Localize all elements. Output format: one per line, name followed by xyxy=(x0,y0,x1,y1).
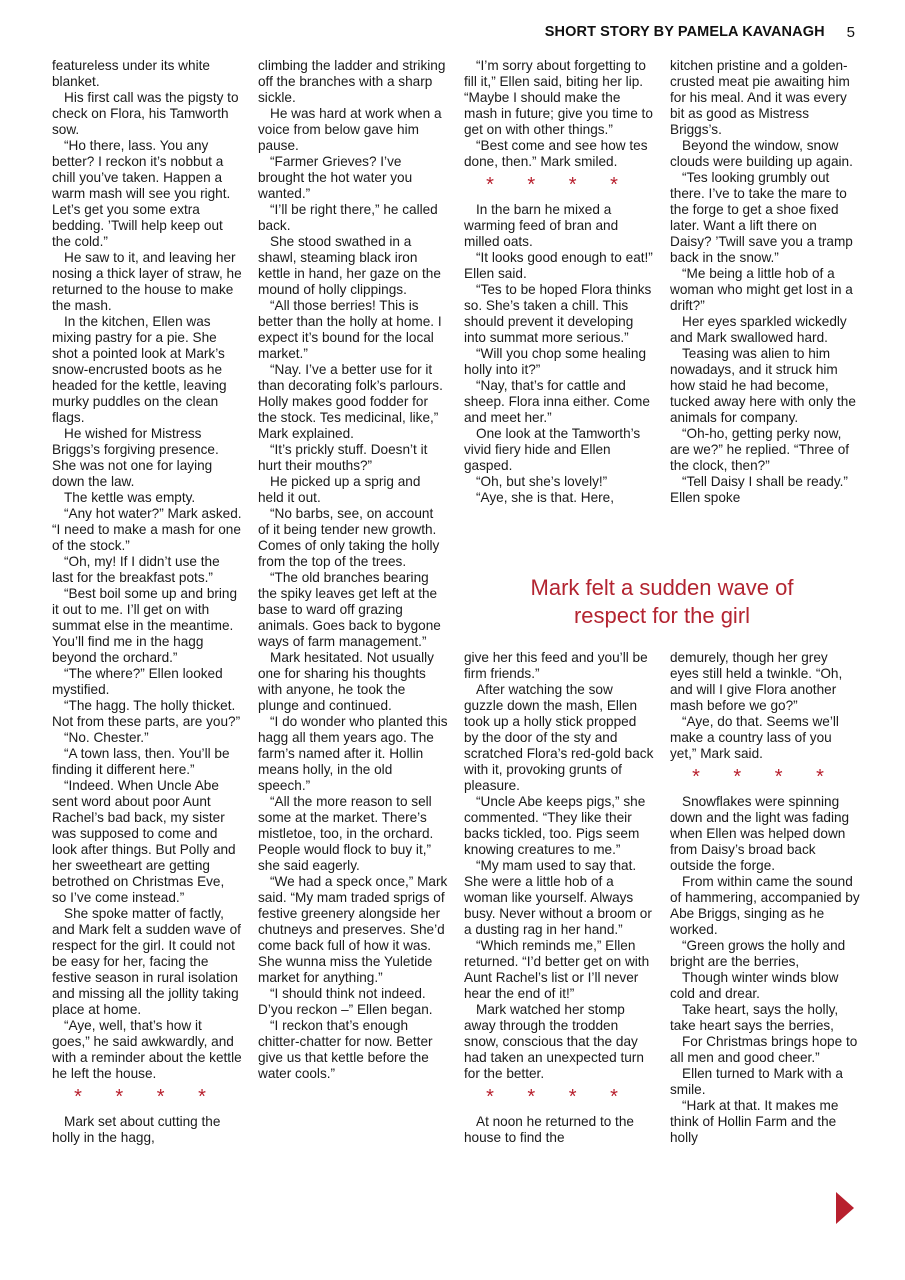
paragraph: “Farmer Grieves? I’ve brought the hot water you wanted.” xyxy=(258,154,413,201)
paragraph: “Oh, my! If I didn’t use the last for the breakfast pots.” xyxy=(52,554,220,585)
paragraph: Though winter winds blow cold and drear. xyxy=(670,970,839,1001)
paragraph: Beyond the window, snow clouds were building up again. xyxy=(670,138,853,169)
paragraph: “Me being a little hob of a woman who might get lost in a drift?” xyxy=(670,266,853,313)
paragraph: “All the more reason to sell some at the market. There’s mistletoe, too, in the orchard. People would flock to buy it,” she said eagerly. xyxy=(258,794,434,873)
paragraph: “No barbs, see, on account of it being tender new growth. Comes of only taking the holly from the top of the trees. xyxy=(258,506,440,569)
section-break-stars: * * * * xyxy=(486,174,632,196)
paragraph: “Hark at that. It makes me think of Hollin Farm and the holly xyxy=(670,1098,839,1145)
section-break-stars: * * * * xyxy=(486,1086,632,1108)
paragraph: “I do wonder who planted this hagg all them years ago. The farm’s named after it. Hollin means holly, in the old speech.” xyxy=(258,714,448,793)
paragraph: “Ho there, lass. You any better? I reckon it’s nobbut a chill you’ve taken. Happen a warm mash will see you right. Let’s get you some extra bedding. ’Twill help keep out the cold.” xyxy=(52,138,231,249)
paragraph: Mark watched her stomp away through the trodden snow, conscious that the day had taken an unexpected turn for the better. xyxy=(464,1002,644,1081)
paragraph: “Will you chop some healing holly into it?” xyxy=(464,346,647,377)
paragraph: She stood swathed in a shawl, steaming black iron kettle in hand, her gaze on the mound of holly clippings. xyxy=(258,234,441,297)
paragraph: After watching the sow guzzle down the mash, Ellen took up a holly stick propped by the door of the sty and scratched Flora’s red-gold back with it, provoking grunts of pleasure. xyxy=(464,682,654,793)
paragraph: “All those berries! This is better than the holly at home. I expect it’s bound for the local market.” xyxy=(258,298,442,361)
paragraph: Ellen turned to Mark with a smile. xyxy=(670,1066,843,1097)
paragraph: “Aye, well, that’s how it goes,” he said awkwardly, and with a reminder about the kettle he left the house. xyxy=(52,1018,242,1081)
paragraph: Mark set about cutting the holly in the hagg, xyxy=(52,1114,221,1145)
paragraph: kitchen pristine and a golden-crusted meat pie awaiting him for his meal. And it was every bit as good as Mistress Briggs’s. xyxy=(670,58,850,137)
paragraph: “Aye, do that. Seems we’ll make a country lass of you yet,” Mark said. xyxy=(670,714,839,761)
paragraph: “I reckon that’s enough chitter-chatter for now. Better give us that kettle before the water cools.” xyxy=(258,1018,433,1081)
header-title: SHORT STORY BY PAMELA KAVANAGH xyxy=(544,24,825,40)
paragraph: For Christmas brings hope to all men and good cheer.” xyxy=(670,1034,858,1065)
paragraph: His first call was the pigsty to check on Flora, his Tamworth sow. xyxy=(52,90,239,137)
text-column-4-top xyxy=(670,58,860,506)
paragraph: “Best boil some up and bring it out to me. I’ll get on with summat else in the meantime. You’ll find me in the hagg beyond the orchard.” xyxy=(52,586,238,665)
paragraph: “Nay, that’s for cattle and sheep. Flora inna either. Come and meet her.” xyxy=(464,378,650,425)
text-column-3-bottom xyxy=(464,650,654,1146)
running-header xyxy=(545,22,855,42)
paragraph: “It’s prickly stuff. Doesn’t it hurt their mouths?” xyxy=(258,442,428,473)
continue-arrow-icon xyxy=(836,1192,854,1224)
pull-quote xyxy=(464,574,860,630)
paragraph: In the kitchen, Ellen was mixing pastry for a pie. She shot a pointed look at Mark’s snow-encrusted boots as he headed for the kettle, leaving murky puddles on the clean flags. xyxy=(52,314,227,425)
paragraph: In the barn he mixed a warming feed of bran and milled oats. xyxy=(464,202,619,249)
paragraph: Her eyes sparkled wickedly and Mark swallowed hard. xyxy=(670,314,847,345)
paragraph: At noon he returned to the house to find the xyxy=(464,1114,634,1145)
paragraph: He saw to it, and leaving her nosing a thick layer of straw, he returned to the house to make the mash. xyxy=(52,250,242,313)
section-break-stars: * * * * xyxy=(692,766,838,788)
paragraph: “Aye, she is that. Here, xyxy=(476,490,615,505)
paragraph: She spoke matter of factly, and Mark felt a sudden wave of respect for the girl. It could not be easy for her, facing the festive season in rural isolation and missing all the jollity taking place at home. xyxy=(52,906,241,1017)
pull-quote-line-2: respect for the girl xyxy=(573,603,751,628)
paragraph: “Tes looking grumbly out there. I’ve to take the mare to the forge to get a shoe fixed later. Want a lift there on Daisy? ’Twill save you a tramp back in the snow.” xyxy=(670,170,853,265)
paragraph: He was hard at work when a voice from below gave him pause. xyxy=(258,106,442,153)
page-number: 5 xyxy=(846,23,855,41)
paragraph: Mark hesitated. Not usually one for sharing his thoughts with anyone, he took the plunge and continued. xyxy=(258,650,434,713)
paragraph: “I’ll be right there,” he called back. xyxy=(258,202,438,233)
paragraph: “Any hot water?” Mark asked. “I need to make a mash for one of the stock.” xyxy=(52,506,242,553)
paragraph: “Oh, but she’s lovely!” xyxy=(476,474,608,489)
paragraph: “Best come and see how tes done, then.” Mark smiled. xyxy=(464,138,648,169)
paragraph: “The hagg. The holly thicket. Not from these parts, are you?” xyxy=(52,698,241,729)
paragraph: give her this feed and you’ll be firm friends.” xyxy=(464,650,648,681)
section-break-stars: * * * * xyxy=(74,1086,220,1108)
paragraph: He picked up a sprig and held it out. xyxy=(258,474,421,505)
text-column-2 xyxy=(258,58,448,1082)
paragraph: “Indeed. When Uncle Abe sent word about poor Aunt Rachel’s bad back, my sister was supposed to come and look after things. But Polly and her sweetheart are getting betrothed on Christmas Eve, so I’ve come instead.” xyxy=(52,778,236,905)
paragraph: “I should think not indeed. D’you reckon –” Ellen began. xyxy=(258,986,433,1017)
paragraph: “Green grows the holly and bright are the berries, xyxy=(670,938,846,969)
paragraph: demurely, though her grey eyes still held a twinkle. “Oh, and will I give Flora another mash before we go?” xyxy=(670,650,843,713)
paragraph: “Tell Daisy I shall be ready.” Ellen spoke xyxy=(670,474,848,505)
paragraph: “Nay. I’ve a better use for it than decorating folk’s parlours. Holly makes good fodder for the stock. Tes medicinal, like,” Mark explained. xyxy=(258,362,443,441)
paragraph: The kettle was empty. xyxy=(64,490,196,505)
paragraph: climbing the ladder and striking off the branches with a sharp sickle. xyxy=(258,58,446,105)
paragraph: “A town lass, then. You’ll be finding it different here.” xyxy=(52,746,230,777)
text-column-3-top xyxy=(464,58,654,506)
paragraph: “I’m sorry about forgetting to fill it,” Ellen said, biting her lip. “Maybe I should make the mash in future; give you time to get on with other things.” xyxy=(464,58,653,137)
paragraph: Snowflakes were spinning down and the light was fading when Ellen was helped down from Daisy’s broad back outside the forge. xyxy=(670,794,850,873)
paragraph: From within came the sound of hammering, accompanied by Abe Briggs, singing as he worked. xyxy=(670,874,860,937)
paragraph: “The old branches bearing the spiky leaves get left at the base to ward off grazing animals. Goes back to bygone ways of farm management.” xyxy=(258,570,441,649)
paragraph: “The where?” Ellen looked mystified. xyxy=(52,666,223,697)
paragraph: “It looks good enough to eat!” Ellen said. xyxy=(464,250,653,281)
pull-quote-line-1: Mark felt a sudden wave of xyxy=(530,575,794,600)
paragraph: featureless under its white blanket. xyxy=(52,58,210,89)
text-column-1 xyxy=(52,58,242,1146)
paragraph: “Which reminds me,” Ellen returned. “I’d better get on with Aunt Rachel’s list or I’ll never hear the end of it!” xyxy=(464,938,650,1001)
paragraph: “Tes to be hoped Flora thinks so. She’s taken a chill. This should prevent it developing into summat more serious.” xyxy=(464,282,652,345)
paragraph: Teasing was alien to him nowadays, and it struck him how staid he had become, tucked away here with only the animals for company. xyxy=(670,346,856,425)
text-column-4-bottom xyxy=(670,650,860,1146)
paragraph: One look at the Tamworth’s vivid fiery hide and Ellen gasped. xyxy=(464,426,641,473)
paragraph: “We had a speck once,” Mark said. “My mam traded sprigs of festive greenery alongside her chutneys and preserves. She’d come back full of how it was. She wunna miss the Yuletide market for anything.” xyxy=(258,874,448,985)
paragraph: He wished for Mistress Briggs’s forgiving presence. She was not one for laying down the law. xyxy=(52,426,219,489)
paragraph: “Oh-ho, getting perky now, are we?” he replied. “Three of the clock, then?” xyxy=(670,426,850,473)
paragraph: “My mam used to say that. She were a little hob of a woman like yourself. Always busy. Never without a broom or a dusting rag in her hand.” xyxy=(464,858,652,937)
paragraph: “Uncle Abe keeps pigs,” she commented. “They like their backs tickled, too. Pigs seem knowing creatures to me.” xyxy=(464,794,646,857)
paragraph: “No. Chester.” xyxy=(64,730,149,745)
paragraph: Take heart, says the holly, take heart says the berries, xyxy=(670,1002,839,1033)
